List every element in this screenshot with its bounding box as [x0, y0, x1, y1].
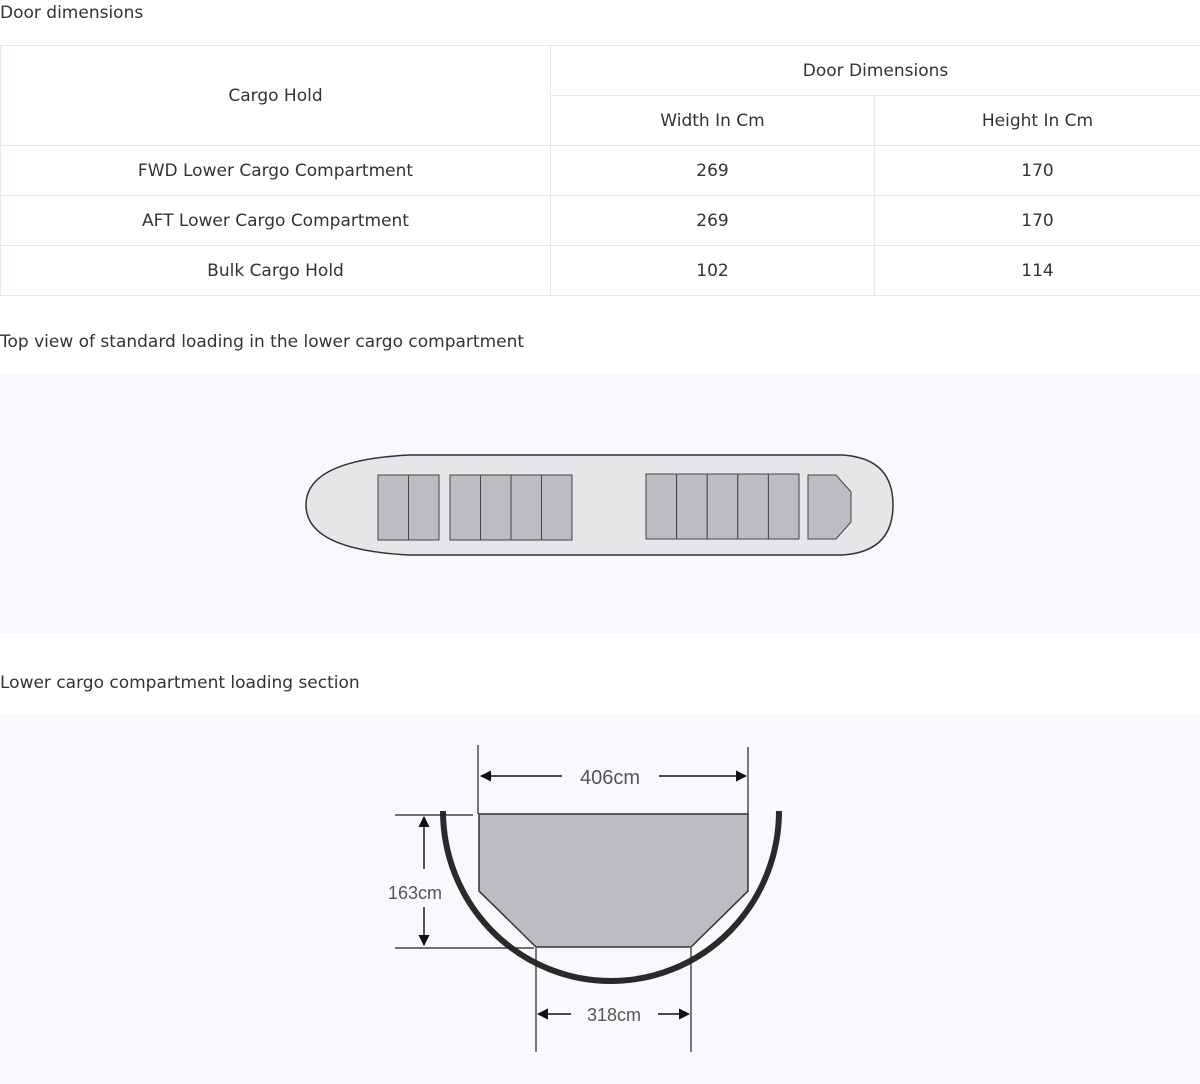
container — [542, 475, 573, 540]
cell-width: 269 — [551, 196, 875, 246]
door-dimensions-title: Door dimensions — [0, 3, 144, 23]
container — [511, 475, 542, 540]
container — [738, 474, 769, 539]
header-cargo-hold: Cargo Hold — [1, 46, 551, 146]
container — [768, 474, 799, 539]
cell-width: 269 — [551, 146, 875, 196]
cell-height: 170 — [875, 146, 1200, 196]
container — [450, 475, 481, 540]
top-width-label: 406cm — [579, 767, 641, 789]
container — [409, 475, 440, 540]
header-width: Width In Cm — [551, 96, 875, 146]
table-row — [1, 146, 1200, 196]
table-row — [1, 246, 1200, 296]
cell-height: 114 — [875, 246, 1200, 296]
header-height: Height In Cm — [875, 96, 1200, 146]
container-section — [479, 814, 748, 947]
loading-section-diagram — [0, 714, 1200, 1084]
container — [677, 474, 708, 539]
container — [378, 475, 409, 540]
top-view-panel — [0, 374, 1200, 633]
cell-hold: FWD Lower Cargo Compartment — [1, 146, 551, 196]
cell-hold: AFT Lower Cargo Compartment — [1, 196, 551, 246]
loading-section-panel — [0, 714, 1200, 1084]
container — [481, 475, 512, 540]
container — [646, 474, 677, 539]
door-dimensions-table — [0, 45, 1200, 296]
container — [707, 474, 738, 539]
container — [808, 475, 851, 539]
height-label: 163cm — [387, 883, 443, 903]
cell-width: 102 — [551, 246, 875, 296]
cell-hold: Bulk Cargo Hold — [1, 246, 551, 296]
top-view-diagram — [0, 374, 1200, 633]
loading-section-title: Lower cargo compartment loading section — [0, 673, 360, 693]
table-header-row — [1, 46, 1200, 96]
header-door-dimensions: Door Dimensions — [551, 46, 1200, 96]
table-row — [1, 196, 1200, 246]
bottom-width-label: 318cm — [586, 1005, 642, 1025]
cell-height: 170 — [875, 196, 1200, 246]
top-view-title: Top view of standard loading in the lower cargo compartment — [0, 332, 525, 352]
